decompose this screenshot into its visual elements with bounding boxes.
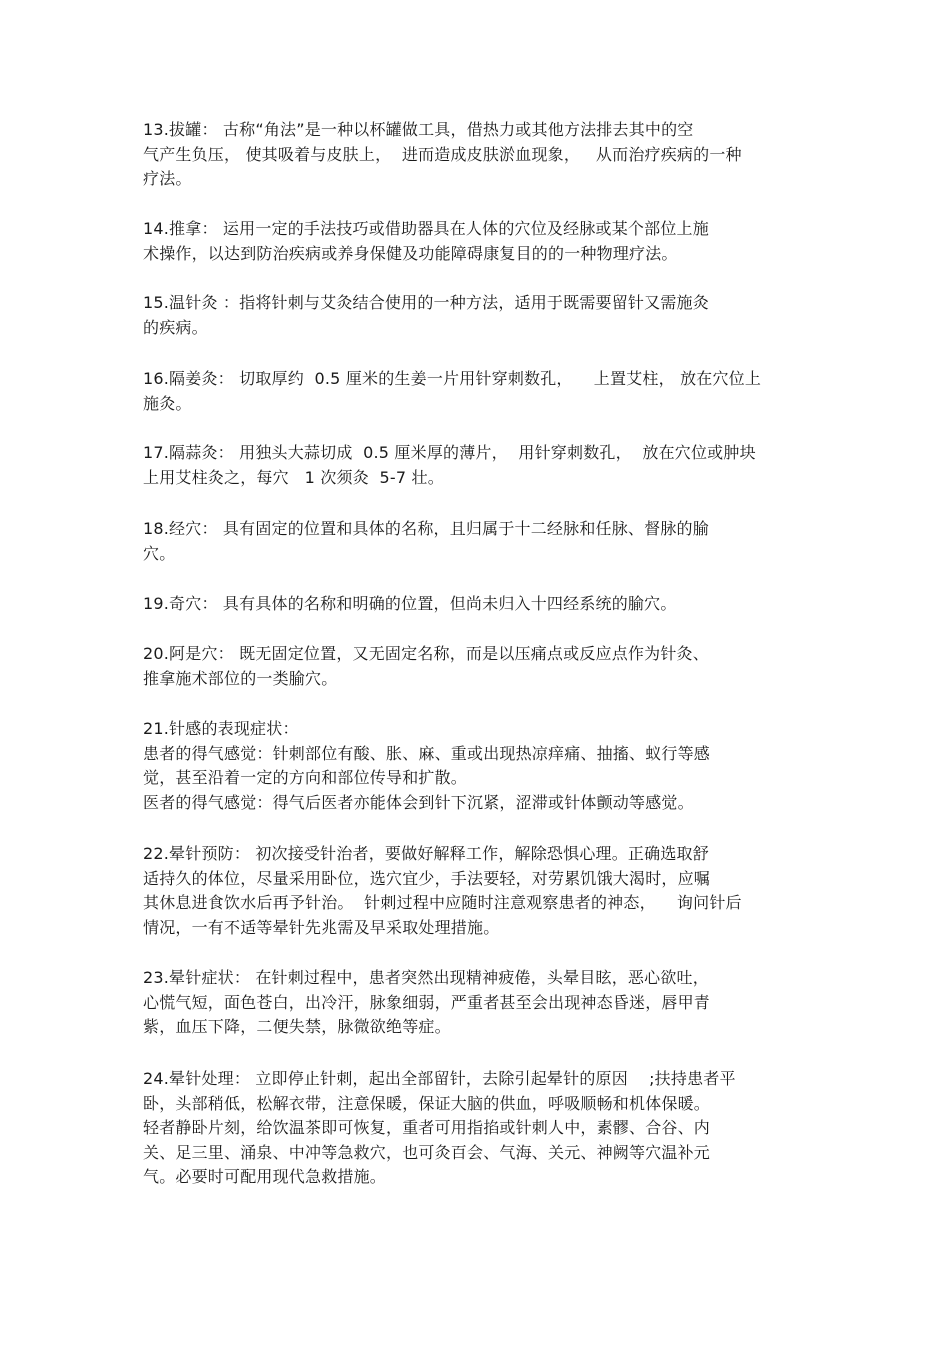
entry-line: 15.温针灸 ：指将针刺与艾灸结合使用的一种方法，适用于既需要留针又需施灸 (143, 293, 709, 312)
entry-line: 的疾病。 (143, 317, 208, 337)
entry-line: 卧，头部稍低，松解衣带，注意保暖，保证大脑的供血，呼吸顺畅和机体保暖。 (143, 1093, 711, 1113)
entry-line: 情况，一有不适等晕针先兆需及早采取处理措施。 (143, 917, 500, 937)
entry-line: 14.推拿： 运用一定的手法技巧或借助器具在人体的穴位及经脉或某个部位上施 (143, 219, 709, 238)
entry-line: 18.经穴： 具有固定的位置和具体的名称，且归属于十二经脉和任脉、督脉的腧 (143, 519, 709, 538)
entry-line: 穴。 (143, 543, 176, 563)
entry-line: 13.拔罐： 古称“角法”是一种以杯罐做工具，借热力或其他方法排去其中的空 (143, 120, 694, 139)
entry-24-fainting-treatment (143, 1067, 823, 1190)
entry-line: 适持久的体位，尽量采用卧位，选穴宜少，手法要轻，对劳累饥饿大渴时，应嘱 (143, 868, 711, 888)
entry-line: 16.隔姜灸： 切取厚约 0.5 厘米的生姜一片用针穿刺数孔， 上置艾柱， 放在穴位上 (143, 369, 762, 388)
entry-line: 紫，血压下降，二便失禁，脉微欲绝等症。 (143, 1017, 451, 1036)
entry-line: 轻者静卧片刻，给饮温茶即可恢复，重者可用指掐或针刺人中，素髎、合谷、内 (143, 1118, 711, 1137)
entry-line: 24.晕针处理： 立即停止针刺，起出全部留针，去除引起晕针的原因 ;扶持患者平 (143, 1069, 736, 1088)
entry-line: 上用艾柱灸之，每穴 1 次须灸 5-7 壮。 (143, 467, 444, 487)
entry-23-fainting-symptoms (143, 966, 823, 1040)
entry-line: 医者的得气感觉：得气后医者亦能体会到针下沉紧，涩滞或针体颤动等感觉。 (143, 792, 694, 812)
entry-line: 22.晕针预防： 初次接受针治者，要做好解释工作，解除恐惧心理。正确选取舒 (143, 844, 709, 863)
entry-21-needle-sensation (143, 717, 823, 815)
entry-line: 气产生负压， 使其吸着与皮肤上， 进而造成皮肤淤血现象， 从而治疗疾病的一种 (143, 144, 742, 164)
entry-line: 疗法。 (143, 169, 192, 188)
entry-line: 施灸。 (143, 393, 192, 413)
entry-13-cupping (143, 118, 823, 192)
entry-19-extra-points (143, 592, 823, 617)
entry-22-fainting-prevention (143, 842, 823, 940)
entry-16-ginger-moxibustion (143, 367, 823, 416)
entry-line: 19.奇穴： 具有具体的名称和明确的位置，但尚未归入十四经系统的腧穴。 (143, 594, 677, 613)
entry-line: 20.阿是穴： 既无固定位置，又无固定名称，而是以压痛点或反应点作为针灸、 (143, 644, 709, 663)
entry-line: 23.晕针症状： 在针刺过程中，患者突然出现精神疲倦，头晕目眩，恶心欲吐， (143, 968, 709, 987)
entry-line: 其休息进食饮水后再予针治。 针刺过程中应随时注意观察患者的神态， 询问针后 (143, 893, 742, 912)
entry-line: 关、足三里、涌泉、中冲等急救穴，也可灸百会、气海、关元、神阙等穴温补元 (143, 1142, 711, 1162)
entry-20-ashi-points (143, 642, 823, 691)
entry-line: 心慌气短，面色苍白，出冷汗，脉象细弱，严重者甚至会出现神态昏迷，唇甲青 (143, 992, 711, 1012)
entry-line: 17.隔蒜灸： 用独头大蒜切成 0.5 厘米厚的薄片， 用针穿刺数孔， 放在穴位或肿块 (143, 443, 756, 462)
entry-line: 患者的得气感觉：针刺部位有酸、胀、麻、重或出现热凉痒痛、抽搐、蚁行等感 (143, 743, 711, 763)
entry-14-tuina (143, 217, 823, 266)
entry-line: 推拿施术部位的一类腧穴。 (143, 668, 338, 688)
entry-line: 术操作，以达到防治疾病或养身保健及功能障碍康复目的的一种物理疗法。 (143, 243, 678, 263)
entry-18-meridian-points (143, 517, 823, 566)
entry-line: 气。必要时可配用现代急救措施。 (143, 1167, 387, 1186)
entry-line: 21.针感的表现症状： (143, 719, 299, 738)
entry-15-warm-needle (143, 291, 823, 340)
entry-17-garlic-moxibustion (143, 441, 823, 490)
entry-line: 觉，甚至沿着一定的方向和部位传导和扩散。 (143, 768, 468, 787)
